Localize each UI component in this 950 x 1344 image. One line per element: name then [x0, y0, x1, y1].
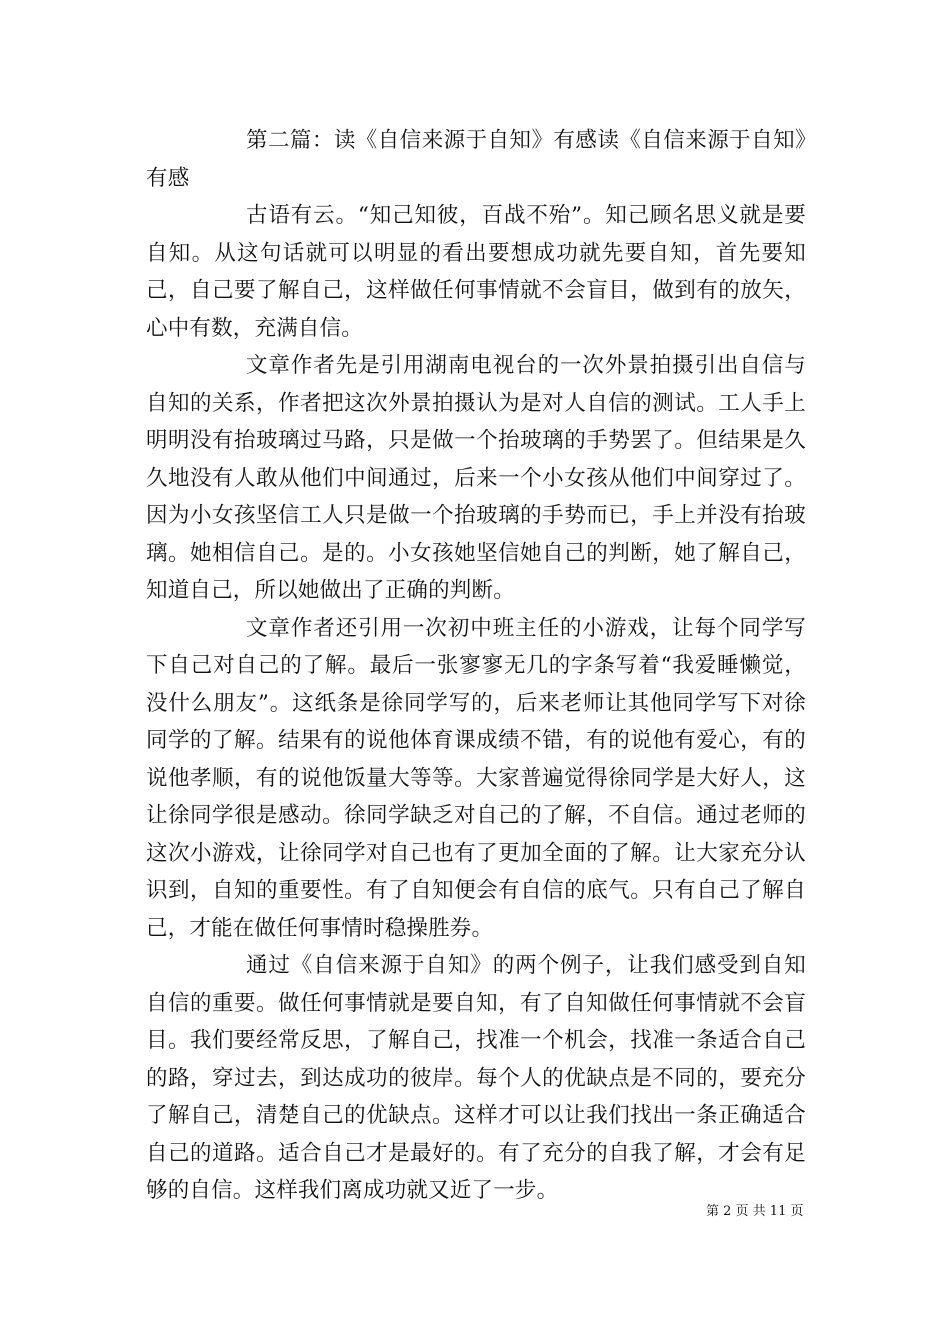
paragraph-2: 文章作者先是引用湖南电视台的一次外景拍摄引出自信与自知的关系，作者把这次外景拍摄认为是对人自信的测试。工人手上明明没有抬玻璃过马路，只是做一个抬玻璃的手势罢了。但结果是久久地没有人敢从他们中间通过，后来一个小女孩从他们中间穿过了。因为小女孩坚信工人只是做一个抬玻璃的手势而已，手上并没有抬玻璃。她相信自己。是的。小女孩她坚信她自己的判断，她了解自己，知道自己，所以她做出了正确的判断。: [146, 353, 806, 603]
document-body: [146, 122, 806, 1210]
paragraph-3: 文章作者还引用一次初中班主任的小游戏，让每个同学写下自己对自己的了解。最后一张寥寥无几的字条写着“我爱睡懒觉，没什么朋友”。这纸条是徐同学写的，后来老师让其他同学写下对徐同学的了解。结果有的说他体育课成绩不错，有的说他有爱心，有的说他孝顺，有的说他饭量大等等。大家普遍觉得徐同学是大好人，这让徐同学很是感动。徐同学缺乏对自己的了解，不自信。通过老师的这次小游戏，让徐同学对自己也有了更加全面的了解。让大家充分认识到，自知的重要性。有了自知便会有自信的底气。只有自己了解自己，才能在做任何事情时稳操胜券。: [146, 615, 806, 941]
document-title: 第二篇：读《自信来源于自知》有感读《自信来源于自知》有感: [146, 128, 806, 191]
paragraph-4: 通过《自信来源于自知》的两个例子，让我们感受到自知自信的重要。做任何事情就是要自知，有了自知做任何事情就不会盲目。我们要经常反思，了解自己，找准一个机会，找准一条适合自己的路，穿过去，到达成功的彼岸。每个人的优缺点是不同的，要充分了解自己，清楚自己的优缺点。这样才可以让我们找出一条正确适合自己的道路。适合自己才是最好的。有了充分的自我了解，才会有足够的自信。这样我们离成功就又近了一步。: [146, 953, 806, 1203]
paragraph-1: 古语有云。“知己知彼，百战不殆”。知己顾名思义就是要自知。从这句话就可以明显的看出要想成功就先要自知，首先要知己，自己要了解自己，这样做任何事情就不会盲目，做到有的放矢，心中有数，充满自信。: [146, 203, 806, 341]
page-number-footer: 第 2 页 共 11 页: [706, 1204, 804, 1219]
